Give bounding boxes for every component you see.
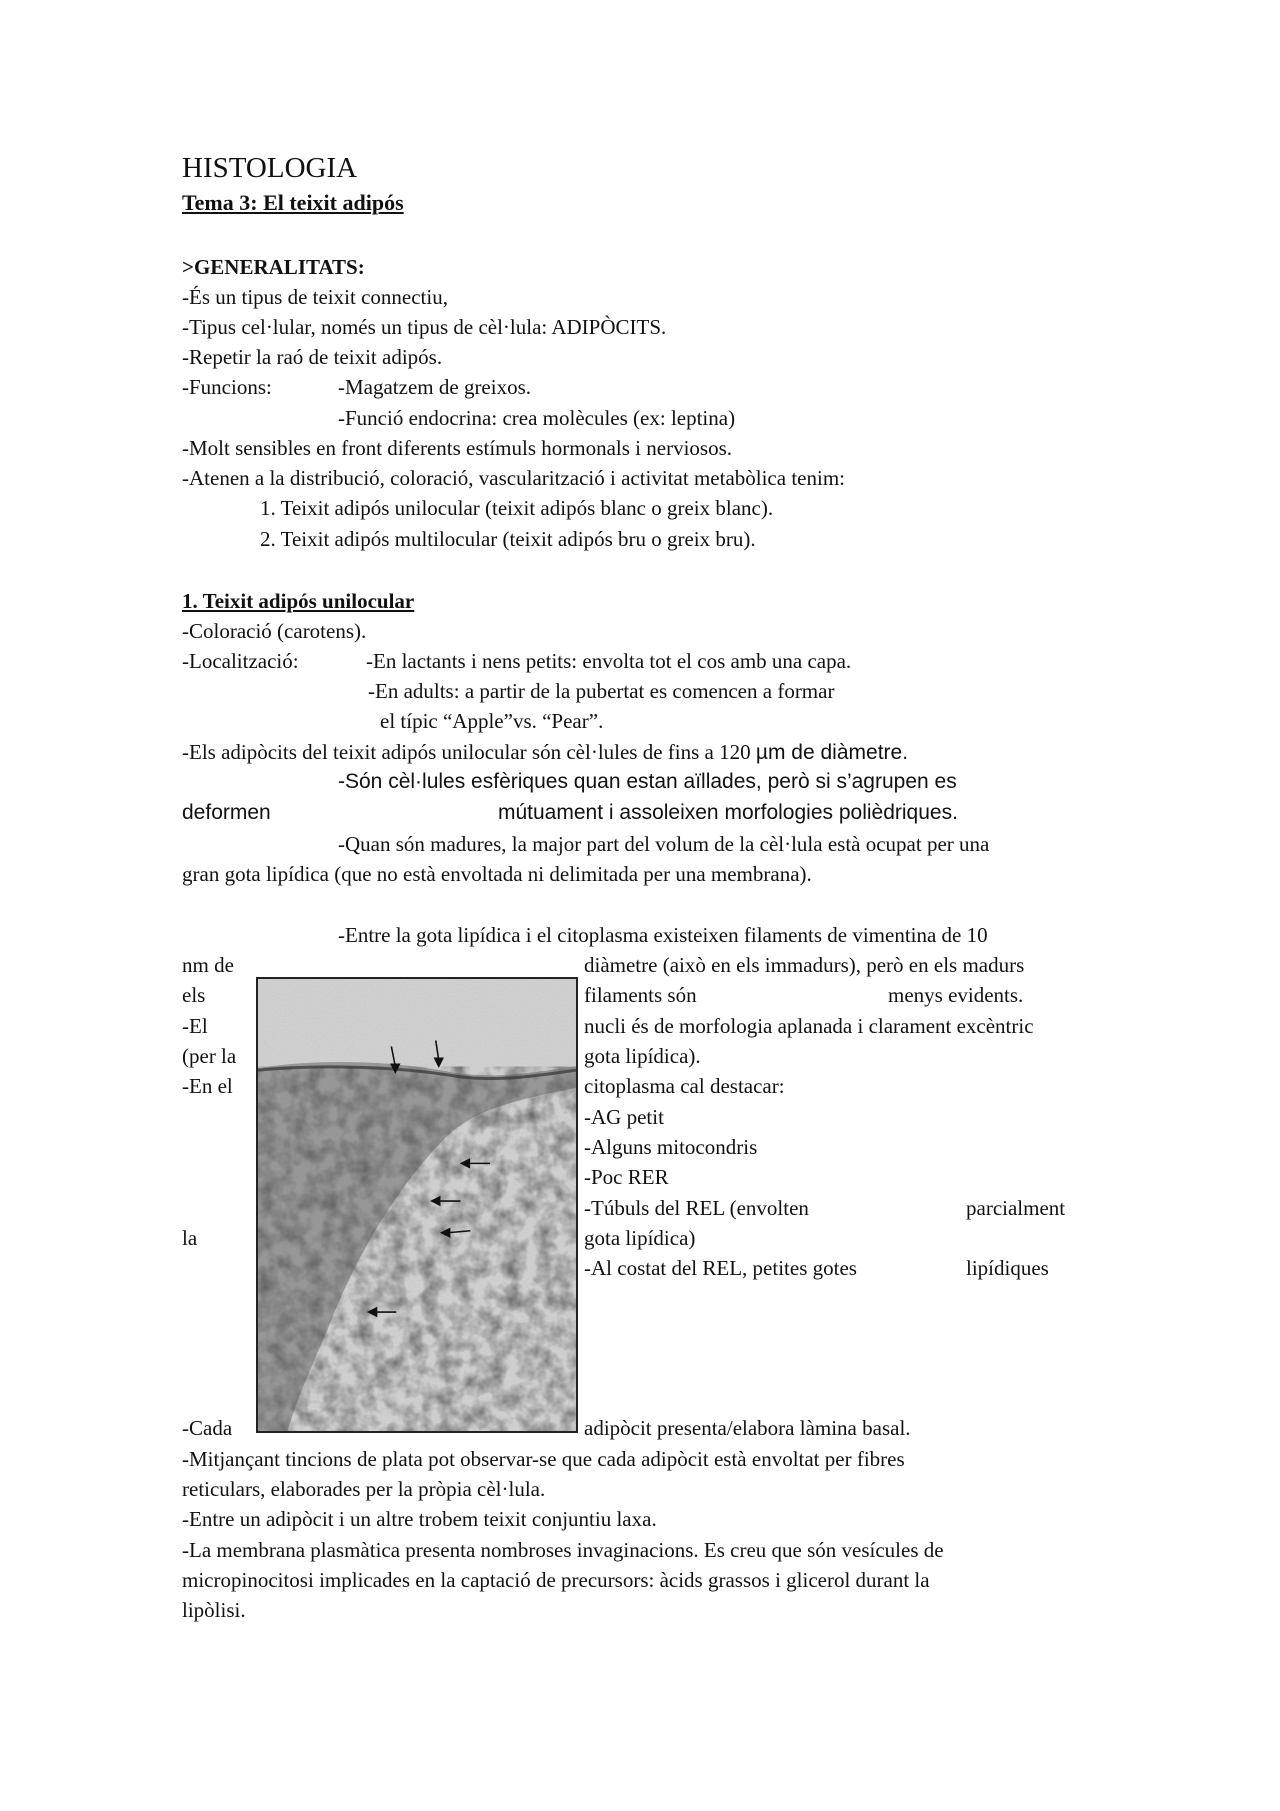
text-line: -Repetir la raó de teixit adipós. — [182, 345, 443, 369]
text-line: mútuament i assoleixen morfologies polièdriques. — [498, 801, 958, 824]
text-line: el típic “Apple”vs. “Pear”. — [380, 709, 604, 733]
text-line: els — [182, 983, 206, 1007]
text-line: -Quan són madures, la major part del volum de la cèl·lula està ocupat per una — [338, 832, 990, 856]
text-line: parcialment — [966, 1196, 1066, 1220]
text-line: deformen — [182, 801, 271, 824]
text-line: -Entre la gota lipídica i el citoplasma existeixen filaments de vimentina de 10 — [338, 923, 988, 947]
text-line: lipòlisi. — [182, 1598, 246, 1622]
text-line: filaments són — [584, 983, 697, 1007]
text-line: -Alguns mitocondris — [584, 1135, 758, 1159]
text-line: -Funció endocrina: crea molècules (ex: leptina) — [338, 406, 736, 430]
text-line: -En lactants i nens petits: envolta tot el cos amb una capa. — [366, 649, 852, 673]
text-line: -Cada — [182, 1416, 233, 1440]
text-line: gota lipídica) — [584, 1226, 696, 1250]
text-line: micropinocitosi implicades en la captació de precursors: àcids grassos i glicerol durant la — [182, 1568, 930, 1592]
text-line: reticulars, elaborades per la pròpia cèl·lula. — [182, 1477, 546, 1501]
text-line: la — [182, 1226, 198, 1250]
text-fragment: -Els adipòcits del teixit adipós unilocular són cèl·lules de fins a 120 — [182, 740, 756, 764]
list-item: 2. Teixit adipós multilocular (teixit adipós bru o greix bru). — [260, 527, 756, 551]
document-title: HISTOLOGIA — [182, 152, 358, 184]
micrograph-image — [256, 977, 578, 1433]
text-line: -És un tipus de teixit connectiu, — [182, 285, 448, 309]
micrograph-drawing — [258, 979, 576, 1431]
text-line: -Coloració (carotens). — [182, 619, 367, 643]
text-line: lipídiques — [966, 1256, 1049, 1280]
text-line: -Atenen a la distribució, coloració, vascularització i activitat metabòlica tenim: — [182, 466, 845, 490]
text-fragment: µm de diàmetre. — [755, 741, 909, 764]
funcions-label: -Funcions: — [182, 375, 272, 399]
text-line: -Entre un adipòcit i un altre trobem teixit conjuntiu laxa. — [182, 1507, 657, 1531]
text-line: adipòcit presenta/elabora làmina basal. — [584, 1416, 911, 1440]
text-line: -Poc RER — [584, 1165, 669, 1189]
text-line: -Túbuls del REL (envolten — [584, 1196, 809, 1220]
localitzacio-label: -Localització: — [182, 649, 299, 673]
text-line: gota lipídica). — [584, 1044, 701, 1068]
text-line: -Són cèl·lules esfèriques quan estan aïllades, però si s’agrupen es — [338, 770, 957, 793]
text-line: nm de — [182, 953, 234, 977]
topic-subtitle: Tema 3: El teixit adipós — [182, 190, 404, 215]
list-item: 1. Teixit adipós unilocular (teixit adipós blanc o greix blanc). — [260, 496, 774, 520]
text-line: gran gota lipídica (que no està envoltada ni delimitada per una membrana). — [182, 862, 812, 886]
text-line: menys evidents. — [888, 983, 1024, 1007]
text-line: -Tipus cel·lular, només un tipus de cèl·lula: ADIPÒCITS. — [182, 315, 667, 339]
text-line: nucli és de morfologia aplanada i clarament excèntric — [584, 1014, 1034, 1038]
text-line: diàmetre (això en els immadurs), però en els madurs — [584, 953, 1025, 977]
text-line: -Molt sensibles en front diferents estímuls hormonals i nerviosos. — [182, 436, 733, 460]
generalitats-heading: >GENERALITATS: — [182, 255, 365, 279]
text-line: -La membrana plasmàtica presenta nombroses invaginacions. Es creu que són vesícules de — [182, 1538, 944, 1562]
text-line: -Al costat del REL, petites gotes — [584, 1256, 857, 1280]
text-line: -En adults: a partir de la pubertat es comencen a formar — [368, 679, 835, 703]
text-line: -Mitjançant tincions de plata pot observar-se que cada adipòcit està envoltat per fibres — [182, 1447, 905, 1471]
text-line: (per la — [182, 1044, 237, 1068]
text-line — [182, 737, 908, 768]
text-line: -En el — [182, 1074, 233, 1098]
text-line: citoplasma cal destacar: — [584, 1074, 785, 1098]
section-heading-unilocular: 1. Teixit adipós unilocular — [182, 589, 415, 613]
text-line: -Magatzem de greixos. — [338, 375, 532, 399]
text-line: -AG petit — [584, 1105, 664, 1129]
text-line: -El — [182, 1014, 208, 1038]
